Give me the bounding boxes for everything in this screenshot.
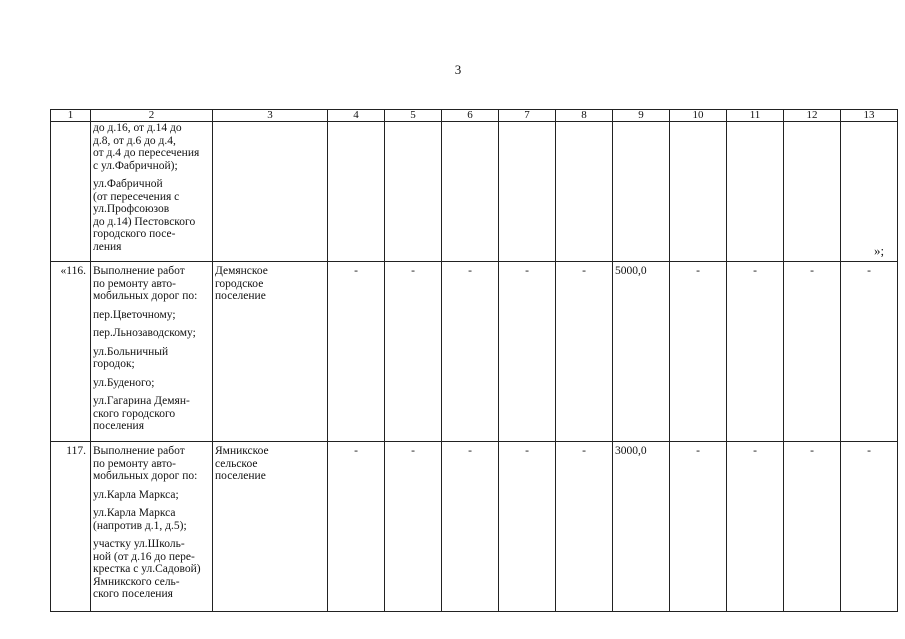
- page-number: 3: [454, 62, 462, 77]
- value-cell: -: [556, 262, 613, 442]
- value-cell: -: [784, 262, 841, 442]
- table-row-116: [51, 262, 898, 442]
- value-cell: -: [841, 262, 898, 442]
- description-segment: участку ул.Школь- ной (от д.16 до пере- крестка с ул.Садовой) Ямникского сель- ского поселения: [93, 538, 201, 600]
- row-number: «116.: [51, 262, 91, 442]
- value-cell: -: [784, 442, 841, 612]
- data-table: [50, 109, 898, 612]
- value-cell: -: [442, 262, 499, 442]
- work-description: [91, 442, 213, 612]
- amount-cell: 5000,0: [613, 262, 670, 442]
- value-cell: -: [442, 442, 499, 612]
- value-cell: -: [499, 442, 556, 612]
- value-cell: -: [670, 262, 727, 442]
- column-header: 6: [442, 110, 499, 122]
- table-row-continuation: [51, 122, 898, 262]
- amount-cell: [613, 122, 670, 262]
- description-segment: ул.Карла Маркса (напротив д.1, д.5);: [93, 507, 187, 532]
- value-cell: [556, 122, 613, 262]
- value-cell: -: [328, 262, 385, 442]
- value-cell: -: [727, 262, 784, 442]
- settlement-cell: [213, 122, 328, 262]
- settlement-cell: Демянское городское поселение: [213, 262, 328, 442]
- value-cell: -: [841, 442, 898, 612]
- value-cell: -: [556, 442, 613, 612]
- column-header: 8: [556, 110, 613, 122]
- value-cell: -: [385, 262, 442, 442]
- description-segment: пер.Цветочному;: [93, 308, 176, 321]
- value-cell: -: [385, 442, 442, 612]
- column-header: 13: [841, 110, 898, 122]
- header-row: [51, 110, 898, 122]
- work-description: [91, 262, 213, 442]
- value-cell: -: [727, 442, 784, 612]
- column-header: 9: [613, 110, 670, 122]
- column-header: 1: [51, 110, 91, 122]
- description-segment: ул.Больничный городок;: [93, 345, 169, 370]
- description-segment: ул.Гагарина Демян- ского городского поселения: [93, 395, 190, 432]
- value-cell: -: [670, 442, 727, 612]
- row-number: 117.: [51, 442, 91, 612]
- column-header: 5: [385, 110, 442, 122]
- column-header: 7: [499, 110, 556, 122]
- work-description: [91, 122, 213, 262]
- closing-quote-mark: »;: [874, 243, 885, 258]
- value-cell: [385, 122, 442, 262]
- column-header: 10: [670, 110, 727, 122]
- value-cell: [442, 122, 499, 262]
- description-segment: ул.Буденого;: [93, 376, 155, 389]
- column-header: 12: [784, 110, 841, 122]
- column-header: 2: [91, 110, 213, 122]
- description-segment: ул.Фабричной (от пересечения с ул.Профсоюзов до д.14) Пестовского городского посе- ления: [93, 178, 196, 253]
- description-segment: Выполнение работ по ремонту авто- мобильных дорог по:: [93, 445, 198, 482]
- value-cell: [499, 122, 556, 262]
- value-cell: -: [328, 442, 385, 612]
- column-header: 4: [328, 110, 385, 122]
- description-segment: до д.16, от д.14 до д.8, от д.6 до д.4, от д.4 до пересечения с ул.Фабричной);: [93, 122, 200, 172]
- value-cell: [841, 122, 898, 262]
- description-segment: ул.Карла Маркса;: [93, 488, 179, 501]
- description-segment: пер.Льнозаводскому;: [93, 327, 196, 339]
- value-cell: [727, 122, 784, 262]
- row-number: [51, 122, 91, 262]
- column-header: 11: [727, 110, 784, 122]
- description-segment: Выполнение работ по ремонту авто- мобильных дорог по:: [93, 265, 198, 302]
- settlement-cell: Ямникское сельское поселение: [213, 442, 328, 612]
- table-row-117: [51, 442, 898, 612]
- column-header: 3: [213, 110, 328, 122]
- value-cell: [670, 122, 727, 262]
- value-cell: [328, 122, 385, 262]
- amount-cell: 3000,0: [613, 442, 670, 612]
- value-cell: [784, 122, 841, 262]
- value-cell: -: [499, 262, 556, 442]
